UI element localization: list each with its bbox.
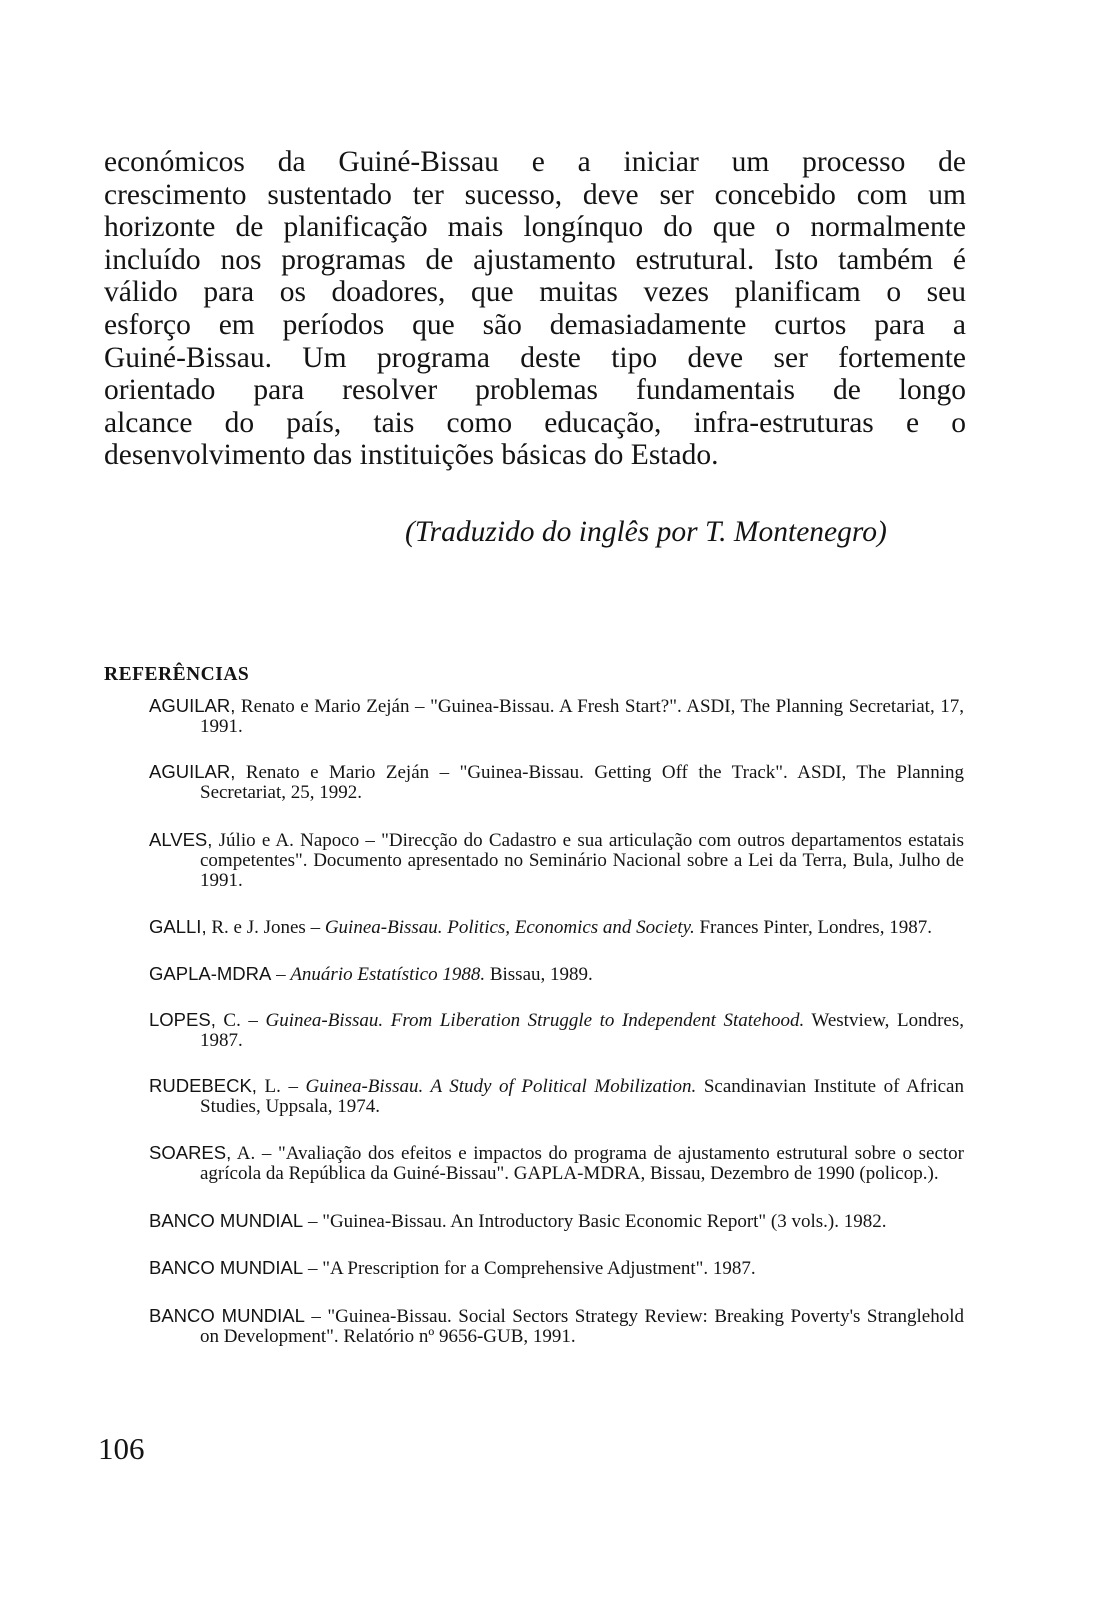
reference-text: Júlio e A. Napoco – "Direcção do Cadastro e sua articulação com outros departamentos estatais competentes". Documento apresentado no Seminário Nacional sobre a Lei da Terra, Bula, Julho de 1991. [200, 830, 964, 891]
body-line: esforço em períodos que são demasiadamente curtos para a [104, 308, 966, 341]
reference-text-end: Scandinavian Institute of African Studies, Uppsala, 1974. [200, 1076, 964, 1117]
reference-author: GAPLA-MDRA [149, 963, 272, 984]
reference-title: Guinea-Bissau. Politics, Economics and Society. [324, 917, 695, 938]
reference-title: Guinea-Bissau. A Study of Political Mobilization. [305, 1076, 697, 1097]
reference-item [149, 1143, 964, 1184]
reference-text: R. e J. Jones – [206, 917, 325, 938]
reference-title: Anuário Estatístico 1988. [290, 964, 486, 985]
page-number: 106 [98, 1431, 145, 1466]
body-line: incluído nos programas de ajustamento estrutural. Isto também é [104, 243, 966, 276]
reference-text: A. – "Avaliação dos efeitos e impactos do programa de ajustamento estrutural sobre o sector agrícola da República da Guiné-Bissau". GAPLA-MDRA, Bissau, Dezembro de 1990 (policop.). [200, 1143, 964, 1184]
reference-item [149, 1076, 964, 1117]
reference-text-end: Frances Pinter, Londres, 1987. [694, 917, 932, 938]
reference-text-end: Bissau, 1989. [485, 964, 593, 985]
reference-item [149, 964, 964, 985]
reference-item [149, 830, 964, 891]
reference-text: – "A Prescription for a Comprehensive Adjustment". 1987. [303, 1258, 756, 1279]
reference-text: – [271, 964, 291, 985]
reference-text: Renato e Mario Zeján – "Guinea-Bissau. A Fresh Start?". ASDI, The Planning Secretariat, 17, 1991. [200, 696, 964, 737]
reference-author: AGUILAR, [149, 695, 236, 716]
reference-item [149, 917, 964, 938]
reference-text-end: Westview, Londres, 1987. [200, 1010, 964, 1051]
reference-text: C. – [215, 1010, 266, 1031]
reference-item [149, 1258, 964, 1279]
body-line: crescimento sustentado ter sucesso, deve ser concebido com um [104, 178, 966, 211]
references-list [149, 696, 964, 1347]
body-line: desenvolvimento das instituições básicas do Estado. [104, 439, 719, 472]
body-line: Guiné-Bissau. Um programa deste tipo deve ser fortemente [104, 341, 966, 374]
reference-author: GALLI, [149, 916, 207, 937]
reference-text: – "Guinea-Bissau. Social Sectors Strategy Review: Breaking Poverty's Stranglehold on Development". Relatório nº 9656-GUB, 1991. [200, 1306, 964, 1347]
reference-text: – "Guinea-Bissau. An Introductory Basic Economic Report" (3 vols.). 1982. [303, 1211, 887, 1232]
reference-author: RUDEBECK, [149, 1075, 257, 1096]
body-paragraph [104, 146, 966, 472]
reference-item [149, 696, 964, 737]
body-line: válido para os doadores, que muitas vezes planificam o seu [104, 276, 966, 309]
reference-author: LOPES, [149, 1009, 216, 1030]
body-line: horizonte de planificação mais longínquo do que o normalmente [104, 211, 966, 244]
reference-author: ALVES, [149, 829, 213, 850]
body-line: económicos da Guiné-Bissau e a iniciar um processo de [104, 146, 966, 178]
reference-item [149, 762, 964, 803]
reference-title: Guinea-Bissau. From Liberation Struggle to Independent Statehood. [265, 1010, 805, 1031]
reference-item [149, 1211, 964, 1232]
reference-item [149, 1010, 964, 1051]
reference-author: BANCO MUNDIAL [149, 1210, 304, 1231]
reference-item [149, 1306, 964, 1347]
body-line: orientado para resolver problemas fundamentais de longo [104, 374, 966, 407]
reference-author: BANCO MUNDIAL [149, 1257, 304, 1278]
reference-author: AGUILAR, [149, 761, 236, 782]
reference-author: BANCO MUNDIAL [149, 1305, 305, 1326]
references-heading: REFERÊNCIAS [104, 664, 250, 685]
reference-text: Renato e Mario Zeján – "Guinea-Bissau. Getting Off the Track". ASDI, The Planning Secretariat, 25, 1992. [200, 762, 964, 803]
translator-note: (Traduzido do inglês por T. Montenegro) [405, 516, 887, 548]
reference-author: SOARES, [149, 1142, 232, 1163]
reference-text: L. – [256, 1076, 306, 1097]
body-line: alcance do país, tais como educação, infra-estruturas e o [104, 406, 966, 439]
